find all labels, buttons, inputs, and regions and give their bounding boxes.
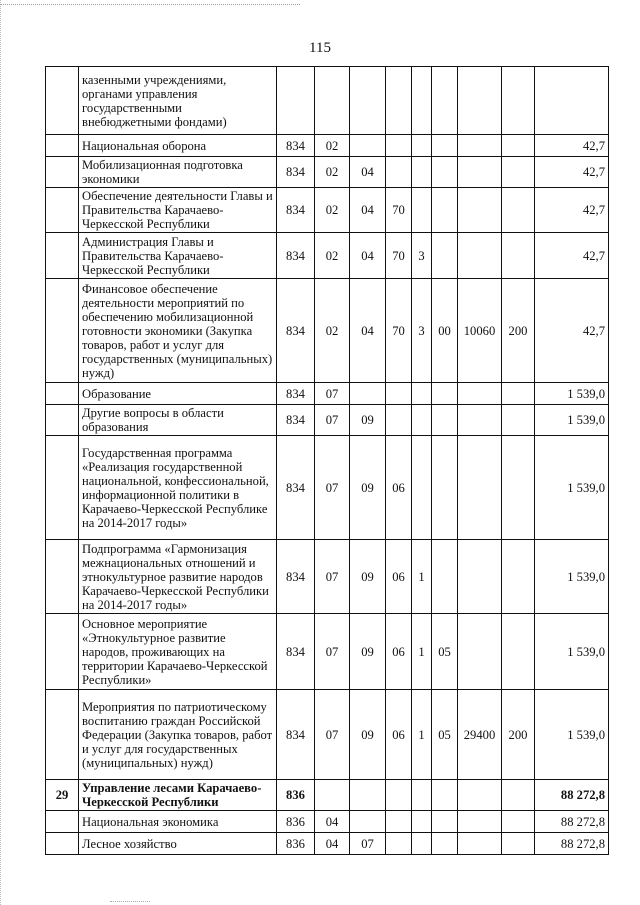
code-cell-c3: 09 bbox=[350, 614, 386, 690]
row-number-cell bbox=[46, 436, 79, 540]
code-cell-c6 bbox=[432, 780, 458, 811]
amount-cell: 1 539,0 bbox=[535, 436, 609, 540]
code-cell-c8 bbox=[502, 780, 535, 811]
scan-edge-left bbox=[0, 0, 2, 905]
code-cell-c1: 834 bbox=[277, 188, 315, 233]
code-cell-c4 bbox=[386, 383, 412, 405]
code-cell-c4 bbox=[386, 405, 412, 436]
row-number-cell bbox=[46, 811, 79, 833]
amount-cell: 88 272,8 bbox=[535, 833, 609, 855]
budget-table bbox=[45, 66, 609, 855]
table-row bbox=[46, 436, 609, 540]
code-cell-c6: 00 bbox=[432, 279, 458, 383]
amount-cell: 42,7 bbox=[535, 135, 609, 157]
row-number-cell bbox=[46, 833, 79, 855]
item-name-cell: Мероприятия по патриотическому воспитанию граждан Российской Федерации (Закупка товаров, работ и услуг для государственных (муниципальных) нужд) bbox=[79, 690, 277, 780]
item-name-cell: Управление лесами Карачаево-Черкесской Республики bbox=[79, 780, 277, 811]
amount-cell: 1 539,0 bbox=[535, 405, 609, 436]
item-name-cell: Подпрограмма «Гармонизация межнациональных отношений и этнокультурное развитие народов Карачаево-Черкесской Республики на 2014-2017 годы» bbox=[79, 540, 277, 614]
code-cell-c2 bbox=[315, 67, 350, 135]
code-cell-c7 bbox=[458, 188, 502, 233]
code-cell-c8 bbox=[502, 614, 535, 690]
code-cell-c6 bbox=[432, 436, 458, 540]
item-name-cell: Основное мероприятие «Этнокультурное развитие народов, проживающих на территории Карачаево-Черкесской Республики» bbox=[79, 614, 277, 690]
amount-cell: 1 539,0 bbox=[535, 383, 609, 405]
code-cell-c6 bbox=[432, 135, 458, 157]
code-cell-c7 bbox=[458, 135, 502, 157]
code-cell-c2: 02 bbox=[315, 135, 350, 157]
table-row bbox=[46, 780, 609, 811]
code-cell-c5 bbox=[412, 157, 432, 188]
code-cell-c2: 02 bbox=[315, 233, 350, 279]
code-cell-c6 bbox=[432, 67, 458, 135]
item-name-cell: Национальная оборона bbox=[79, 135, 277, 157]
code-cell-c6 bbox=[432, 811, 458, 833]
code-cell-c7 bbox=[458, 614, 502, 690]
code-cell-c7 bbox=[458, 157, 502, 188]
code-cell-c2 bbox=[315, 780, 350, 811]
table-row bbox=[46, 690, 609, 780]
code-cell-c8 bbox=[502, 135, 535, 157]
row-number-cell bbox=[46, 614, 79, 690]
code-cell-c6: 05 bbox=[432, 690, 458, 780]
code-cell-c6 bbox=[432, 833, 458, 855]
code-cell-c4 bbox=[386, 135, 412, 157]
amount-cell: 1 539,0 bbox=[535, 540, 609, 614]
code-cell-c7: 10060 bbox=[458, 279, 502, 383]
scan-edge-bottom bbox=[110, 901, 150, 902]
table-row bbox=[46, 383, 609, 405]
code-cell-c3: 04 bbox=[350, 157, 386, 188]
row-number-cell bbox=[46, 690, 79, 780]
row-number-cell bbox=[46, 405, 79, 436]
code-cell-c5 bbox=[412, 188, 432, 233]
code-cell-c5 bbox=[412, 405, 432, 436]
code-cell-c8 bbox=[502, 405, 535, 436]
code-cell-c7 bbox=[458, 540, 502, 614]
code-cell-c6 bbox=[432, 383, 458, 405]
row-number-cell bbox=[46, 383, 79, 405]
code-cell-c7 bbox=[458, 780, 502, 811]
code-cell-c7 bbox=[458, 233, 502, 279]
code-cell-c1: 834 bbox=[277, 614, 315, 690]
scan-edge-top bbox=[0, 4, 300, 5]
table-row bbox=[46, 188, 609, 233]
code-cell-c5: 3 bbox=[412, 279, 432, 383]
code-cell-c3: 07 bbox=[350, 833, 386, 855]
code-cell-c7 bbox=[458, 436, 502, 540]
row-number-cell bbox=[46, 67, 79, 135]
amount-cell bbox=[535, 67, 609, 135]
row-number-cell bbox=[46, 135, 79, 157]
code-cell-c3 bbox=[350, 135, 386, 157]
code-cell-c1: 834 bbox=[277, 233, 315, 279]
table-row bbox=[46, 405, 609, 436]
code-cell-c1: 836 bbox=[277, 833, 315, 855]
code-cell-c4 bbox=[386, 811, 412, 833]
code-cell-c5: 3 bbox=[412, 233, 432, 279]
code-cell-c3: 04 bbox=[350, 279, 386, 383]
code-cell-c3 bbox=[350, 383, 386, 405]
table-row bbox=[46, 135, 609, 157]
table-row bbox=[46, 67, 609, 135]
page-number: 115 bbox=[309, 40, 331, 56]
code-cell-c8 bbox=[502, 436, 535, 540]
code-cell-c3: 04 bbox=[350, 233, 386, 279]
code-cell-c2: 07 bbox=[315, 383, 350, 405]
code-cell-c3 bbox=[350, 67, 386, 135]
code-cell-c1: 836 bbox=[277, 811, 315, 833]
row-number-cell bbox=[46, 279, 79, 383]
amount-cell: 42,7 bbox=[535, 233, 609, 279]
code-cell-c6 bbox=[432, 405, 458, 436]
code-cell-c1: 834 bbox=[277, 436, 315, 540]
code-cell-c6 bbox=[432, 233, 458, 279]
item-name-cell: казенными учреждениями, органами управления государственными внебюджетными фондами) bbox=[79, 67, 277, 135]
code-cell-c1: 834 bbox=[277, 690, 315, 780]
code-cell-c5 bbox=[412, 780, 432, 811]
code-cell-c3: 09 bbox=[350, 540, 386, 614]
table-row bbox=[46, 157, 609, 188]
code-cell-c1: 834 bbox=[277, 540, 315, 614]
item-name-cell: Образование bbox=[79, 383, 277, 405]
code-cell-c5 bbox=[412, 833, 432, 855]
code-cell-c4 bbox=[386, 67, 412, 135]
code-cell-c5 bbox=[412, 383, 432, 405]
code-cell-c3: 09 bbox=[350, 436, 386, 540]
row-number-cell bbox=[46, 188, 79, 233]
code-cell-c8 bbox=[502, 540, 535, 614]
code-cell-c1: 834 bbox=[277, 279, 315, 383]
code-cell-c2: 07 bbox=[315, 540, 350, 614]
code-cell-c7 bbox=[458, 833, 502, 855]
amount-cell: 1 539,0 bbox=[535, 614, 609, 690]
code-cell-c5: 1 bbox=[412, 614, 432, 690]
row-number-cell bbox=[46, 157, 79, 188]
table-row bbox=[46, 540, 609, 614]
code-cell-c7 bbox=[458, 405, 502, 436]
table-row bbox=[46, 811, 609, 833]
code-cell-c4 bbox=[386, 780, 412, 811]
code-cell-c2: 04 bbox=[315, 811, 350, 833]
code-cell-c2: 07 bbox=[315, 690, 350, 780]
item-name-cell: Мобилизационная подготовка экономики bbox=[79, 157, 277, 188]
code-cell-c2: 07 bbox=[315, 405, 350, 436]
item-name-cell: Администрация Главы и Правительства Карачаево-Черкесской Республики bbox=[79, 233, 277, 279]
code-cell-c4: 70 bbox=[386, 233, 412, 279]
amount-cell: 88 272,8 bbox=[535, 811, 609, 833]
amount-cell: 88 272,8 bbox=[535, 780, 609, 811]
row-number-cell: 29 bbox=[46, 780, 79, 811]
code-cell-c1: 834 bbox=[277, 405, 315, 436]
code-cell-c8 bbox=[502, 233, 535, 279]
item-name-cell: Другие вопросы в области образования bbox=[79, 405, 277, 436]
item-name-cell: Государственная программа «Реализация государственной национальной, конфессиональной, информационной политики в Карачаево-Черкесской Республике на 2014-2017 годы» bbox=[79, 436, 277, 540]
code-cell-c4: 06 bbox=[386, 540, 412, 614]
code-cell-c7 bbox=[458, 383, 502, 405]
code-cell-c2: 04 bbox=[315, 833, 350, 855]
amount-cell: 42,7 bbox=[535, 157, 609, 188]
code-cell-c8 bbox=[502, 383, 535, 405]
code-cell-c7: 29400 bbox=[458, 690, 502, 780]
code-cell-c8 bbox=[502, 188, 535, 233]
table-row bbox=[46, 279, 609, 383]
item-name-cell: Финансовое обеспечение деятельности мероприятий по обеспечению мобилизационной готовности экономики (Закупка товаров, работ и услуг для государственных (муниципальных) нужд) bbox=[79, 279, 277, 383]
code-cell-c3: 09 bbox=[350, 690, 386, 780]
code-cell-c8 bbox=[502, 833, 535, 855]
table-row bbox=[46, 833, 609, 855]
code-cell-c2: 07 bbox=[315, 614, 350, 690]
code-cell-c2: 07 bbox=[315, 436, 350, 540]
code-cell-c5 bbox=[412, 811, 432, 833]
code-cell-c1: 834 bbox=[277, 157, 315, 188]
code-cell-c4 bbox=[386, 157, 412, 188]
code-cell-c3: 09 bbox=[350, 405, 386, 436]
item-name-cell: Обеспечение деятельности Главы и Правительства Карачаево-Черкесской Республики bbox=[79, 188, 277, 233]
amount-cell: 42,7 bbox=[535, 279, 609, 383]
row-number-cell bbox=[46, 233, 79, 279]
code-cell-c7 bbox=[458, 67, 502, 135]
code-cell-c4: 70 bbox=[386, 188, 412, 233]
code-cell-c5 bbox=[412, 67, 432, 135]
code-cell-c1: 834 bbox=[277, 383, 315, 405]
code-cell-c2: 02 bbox=[315, 188, 350, 233]
code-cell-c5 bbox=[412, 436, 432, 540]
code-cell-c8: 200 bbox=[502, 279, 535, 383]
table-row bbox=[46, 614, 609, 690]
code-cell-c1: 836 bbox=[277, 780, 315, 811]
code-cell-c1 bbox=[277, 67, 315, 135]
code-cell-c2: 02 bbox=[315, 157, 350, 188]
item-name-cell: Лесное хозяйство bbox=[79, 833, 277, 855]
code-cell-c3 bbox=[350, 780, 386, 811]
code-cell-c6: 05 bbox=[432, 614, 458, 690]
amount-cell: 42,7 bbox=[535, 188, 609, 233]
table-row bbox=[46, 233, 609, 279]
row-number-cell bbox=[46, 540, 79, 614]
code-cell-c6 bbox=[432, 157, 458, 188]
item-name-cell: Национальная экономика bbox=[79, 811, 277, 833]
code-cell-c6 bbox=[432, 540, 458, 614]
code-cell-c4 bbox=[386, 833, 412, 855]
code-cell-c1: 834 bbox=[277, 135, 315, 157]
code-cell-c3: 04 bbox=[350, 188, 386, 233]
code-cell-c8 bbox=[502, 157, 535, 188]
code-cell-c4: 06 bbox=[386, 614, 412, 690]
amount-cell: 1 539,0 bbox=[535, 690, 609, 780]
code-cell-c5: 1 bbox=[412, 540, 432, 614]
code-cell-c4: 06 bbox=[386, 436, 412, 540]
code-cell-c2: 02 bbox=[315, 279, 350, 383]
code-cell-c3 bbox=[350, 811, 386, 833]
code-cell-c8 bbox=[502, 67, 535, 135]
code-cell-c7 bbox=[458, 811, 502, 833]
code-cell-c4: 06 bbox=[386, 690, 412, 780]
code-cell-c4: 70 bbox=[386, 279, 412, 383]
code-cell-c6 bbox=[432, 188, 458, 233]
code-cell-c8 bbox=[502, 811, 535, 833]
code-cell-c5 bbox=[412, 135, 432, 157]
code-cell-c5: 1 bbox=[412, 690, 432, 780]
code-cell-c8: 200 bbox=[502, 690, 535, 780]
